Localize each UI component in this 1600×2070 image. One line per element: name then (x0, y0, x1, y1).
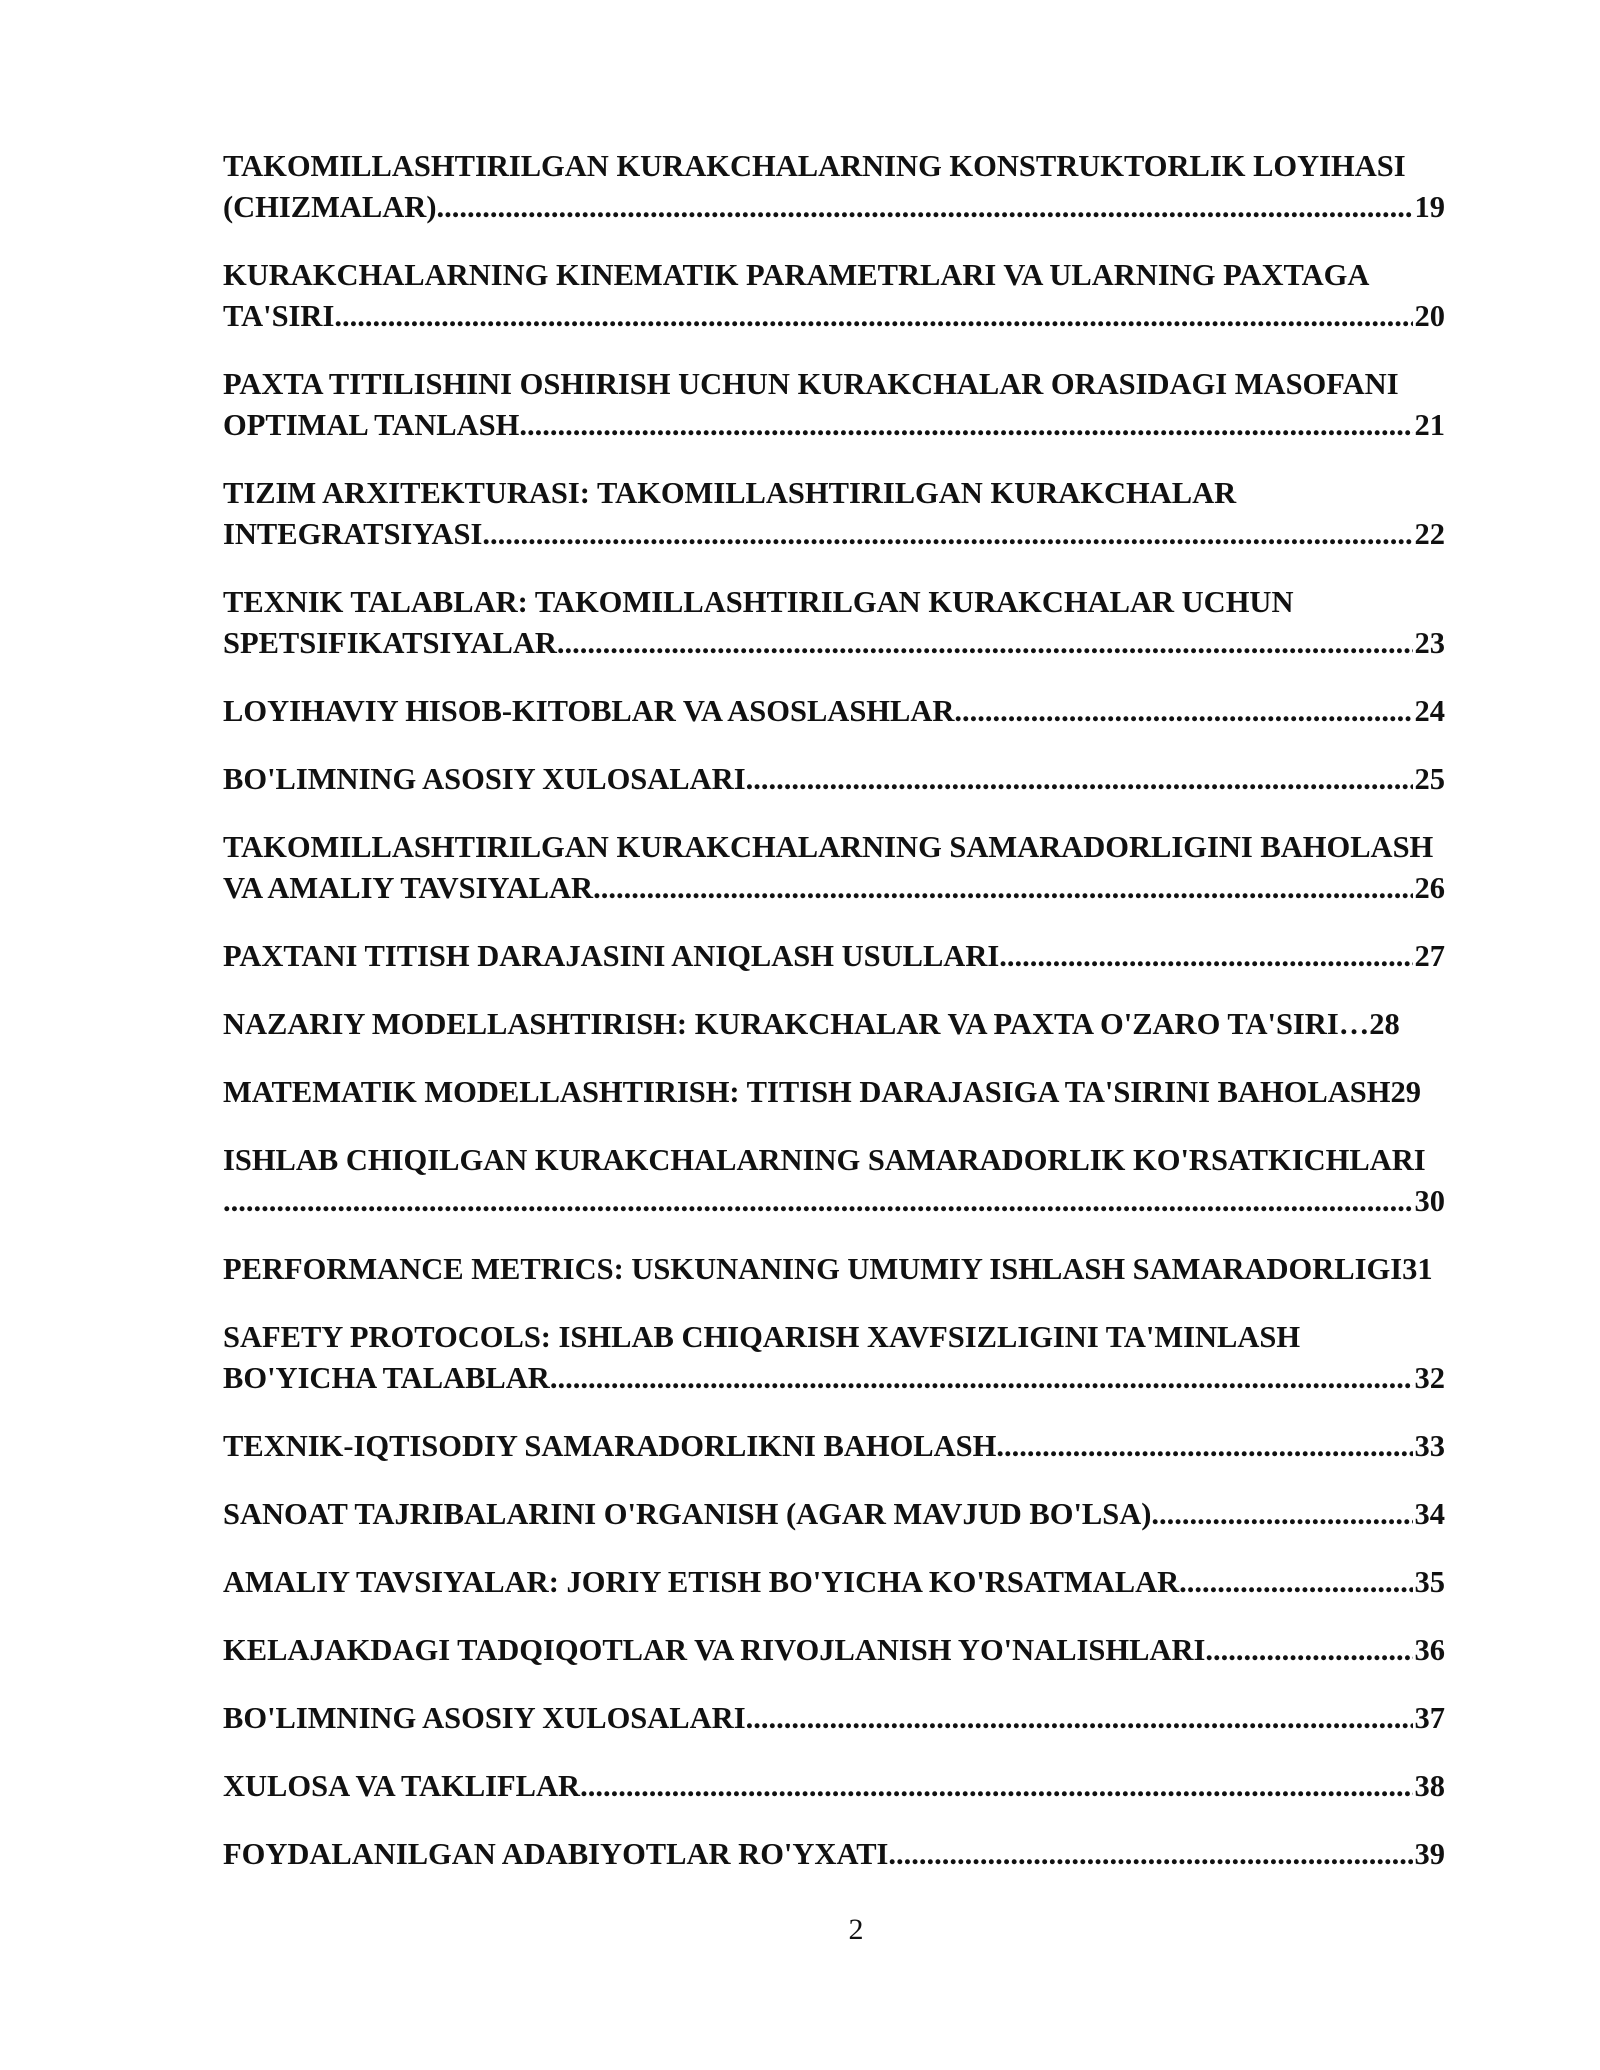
toc-entry-title: TEXNIK-IQTISODIY SAMARADORLIKNI BAHOLASH (223, 1429, 997, 1463)
toc-entry-title: KELAJAKDAGI TADQIQOTLAR VA RIVOJLANISH YO'NALISHLARI (223, 1633, 1206, 1667)
toc-page-number: 34 (1414, 1497, 1445, 1531)
toc-dot-leader (888, 1834, 1412, 1875)
toc-entry-line (223, 1358, 1445, 1399)
toc-entry-title: NAZARIY MODELLASHTIRISH: KURAKCHALAR VA PAXTA O'ZARO TA'SIRI… (223, 1007, 1370, 1041)
toc-page-number: 33 (1414, 1429, 1445, 1463)
toc-dot-leader (996, 1426, 1412, 1467)
toc-entry-line (223, 1698, 1445, 1739)
toc-page-number: 31 (1402, 1252, 1433, 1286)
toc-entry-title: PAXTANI TITISH DARAJASINI ANIQLASH USULLARI (223, 939, 1000, 973)
toc-page-number: 39 (1414, 1837, 1445, 1871)
toc-entry-line (223, 514, 1445, 555)
toc-entry-line (223, 187, 1445, 228)
toc-page-number: 32 (1414, 1361, 1445, 1395)
toc-entry-line (223, 691, 1445, 732)
toc-page-number: 36 (1414, 1633, 1445, 1667)
toc-entry[interactable] (223, 1834, 1473, 1875)
toc-entry[interactable] (223, 759, 1473, 800)
toc-entry-title-line1: KURAKCHALARNING KINEMATIK PARAMETRLARI VA ULARNING PAXTAGA (223, 258, 1370, 292)
toc-entry-title: FOYDALANILGAN ADABIYOTLAR RO'YXATI (223, 1837, 889, 1871)
toc-page-number: 25 (1414, 762, 1445, 796)
toc-entry-title: PERFORMANCE METRICS: USKUNANING UMUMIY ISHLASH SAMARADORLIGI (223, 1252, 1403, 1286)
toc-dot-leader (557, 623, 1413, 664)
toc-dot-leader (593, 868, 1412, 909)
toc-page-number: 20 (1414, 299, 1445, 333)
toc-dot-leader (519, 405, 1412, 446)
toc-dot-leader (482, 514, 1412, 555)
toc-dot-leader (954, 691, 1412, 732)
toc-entry[interactable] (223, 1072, 1473, 1113)
toc-entry[interactable] (223, 1317, 1473, 1399)
toc-entry-line (223, 1426, 1445, 1467)
toc-entry-title: BO'LIMNING ASOSIY XULOSALARI (223, 1701, 746, 1735)
toc-entry-title-line1: TIZIM ARXITEKTURASI: TAKOMILLASHTIRILGAN KURAKCHALAR (223, 476, 1237, 510)
toc-dot-leader (580, 1766, 1412, 1807)
table-of-contents (223, 146, 1473, 1902)
toc-entry[interactable] (223, 582, 1473, 664)
toc-entry-title: XULOSA VA TAKLIFLAR (223, 1769, 581, 1803)
toc-entry-line (223, 1072, 1445, 1113)
toc-entry-line (223, 1004, 1445, 1045)
toc-page-number: 38 (1414, 1769, 1445, 1803)
toc-page-number: 26 (1414, 871, 1445, 905)
toc-page-number: 22 (1414, 517, 1445, 551)
toc-entry-title: SANOAT TAJRIBALARINI O'RGANISH (AGAR MAVJUD BO'LSA) (223, 1497, 1152, 1531)
toc-entry[interactable] (223, 364, 1473, 446)
toc-entry-title: (CHIZMALAR) (223, 190, 437, 224)
toc-entry-title-line1: PAXTA TITILISHINI OSHIRISH UCHUN KURAKCHALAR ORASIDAGI MASOFANI (223, 367, 1399, 401)
toc-entry-line (223, 1562, 1445, 1603)
toc-entry-line (223, 936, 1445, 977)
toc-entry-line (223, 1249, 1445, 1290)
toc-entry-line (223, 296, 1445, 337)
toc-dot-leader (746, 1698, 1413, 1739)
page-number: 2 (848, 1913, 864, 1946)
toc-entry-line (223, 623, 1445, 664)
toc-page-number: 27 (1414, 939, 1445, 973)
toc-dot-leader (437, 187, 1413, 228)
toc-page-number: 23 (1414, 626, 1445, 660)
toc-entry[interactable] (223, 473, 1473, 555)
toc-entry-line (223, 759, 1445, 800)
toc-entry-title: VA AMALIY TAVSIYALAR (223, 871, 594, 905)
toc-dot-leader (550, 1358, 1413, 1399)
toc-entry-line (223, 868, 1445, 909)
toc-entry-line (223, 405, 1445, 446)
toc-page-number: 24 (1414, 694, 1445, 728)
toc-entry-title: BO'LIMNING ASOSIY XULOSALARI (223, 762, 746, 796)
toc-entry[interactable] (223, 1766, 1473, 1807)
toc-entry-title: MATEMATIK MODELLASHTIRISH: TITISH DARAJASIGA TA'SIRINI BAHOLASH (223, 1075, 1391, 1109)
toc-page-number: 37 (1414, 1701, 1445, 1735)
toc-entry[interactable] (223, 936, 1473, 977)
toc-dot-leader (1205, 1630, 1412, 1671)
toc-entry[interactable] (223, 1494, 1473, 1535)
toc-entry-line (223, 1834, 1445, 1875)
toc-dot-leader (1151, 1494, 1412, 1535)
toc-entry-title-line1: TAKOMILLASHTIRILGAN KURAKCHALARNING KONSTRUKTORLIK LOYIHASI (223, 149, 1406, 183)
toc-entry-line (223, 1630, 1445, 1671)
toc-entry-title: SPETSIFIKATSIYALAR (223, 626, 557, 660)
toc-entry-title: BO'YICHA TALABLAR (223, 1361, 550, 1395)
toc-entry[interactable] (223, 1140, 1473, 1222)
toc-page-number: 21 (1414, 408, 1445, 442)
toc-entry[interactable] (223, 1004, 1473, 1045)
toc-entry-title: OPTIMAL TANLASH (223, 408, 520, 442)
toc-dot-leader (334, 296, 1412, 337)
toc-dot-leader (1179, 1562, 1412, 1603)
toc-entry-title: LOYIHAVIY HISOB-KITOBLAR VA ASOSLASHLAR (223, 694, 955, 728)
toc-entry-title: INTEGRATSIYASI (223, 517, 483, 551)
toc-entry[interactable] (223, 1426, 1473, 1467)
toc-entry-title: TA'SIRI (223, 299, 335, 333)
toc-dot-leader (999, 936, 1412, 977)
toc-entry[interactable] (223, 691, 1473, 732)
toc-entry-line (223, 1766, 1445, 1807)
toc-entry-line (223, 1181, 1445, 1222)
toc-entry-title: AMALIY TAVSIYALAR: JORIY ETISH BO'YICHA KO'RSATMALAR (223, 1565, 1180, 1599)
toc-entry[interactable] (223, 827, 1473, 909)
toc-page-number: 35 (1414, 1565, 1445, 1599)
toc-entry-line (223, 1494, 1445, 1535)
toc-page-number: 28 (1369, 1007, 1400, 1041)
toc-entry[interactable] (223, 1698, 1473, 1739)
toc-entry[interactable] (223, 1249, 1473, 1290)
toc-page-number: 19 (1414, 190, 1445, 224)
toc-entry[interactable] (223, 255, 1473, 337)
toc-entry[interactable] (223, 1562, 1473, 1603)
toc-dot-leader (746, 759, 1413, 800)
toc-entry-title-line1: ISHLAB CHIQILGAN KURAKCHALARNING SAMARADORLIK KO'RSATKICHLARI (223, 1143, 1426, 1177)
toc-entry-title-line1: TAKOMILLASHTIRILGAN KURAKCHALARNING SAMARADORLIGINI BAHOLASH (223, 830, 1434, 864)
toc-dot-leader (223, 1181, 1413, 1222)
toc-entry[interactable] (223, 1630, 1473, 1671)
toc-entry[interactable] (223, 146, 1473, 228)
toc-page-number: 30 (1414, 1184, 1445, 1218)
toc-entry-title-line1: TEXNIK TALABLAR: TAKOMILLASHTIRILGAN KURAKCHALAR UCHUN (223, 585, 1294, 619)
toc-page-number: 29 (1390, 1075, 1421, 1109)
toc-entry-title-line1: SAFETY PROTOCOLS: ISHLAB CHIQARISH XAVFSIZLIGINI TA'MINLASH (223, 1320, 1301, 1354)
